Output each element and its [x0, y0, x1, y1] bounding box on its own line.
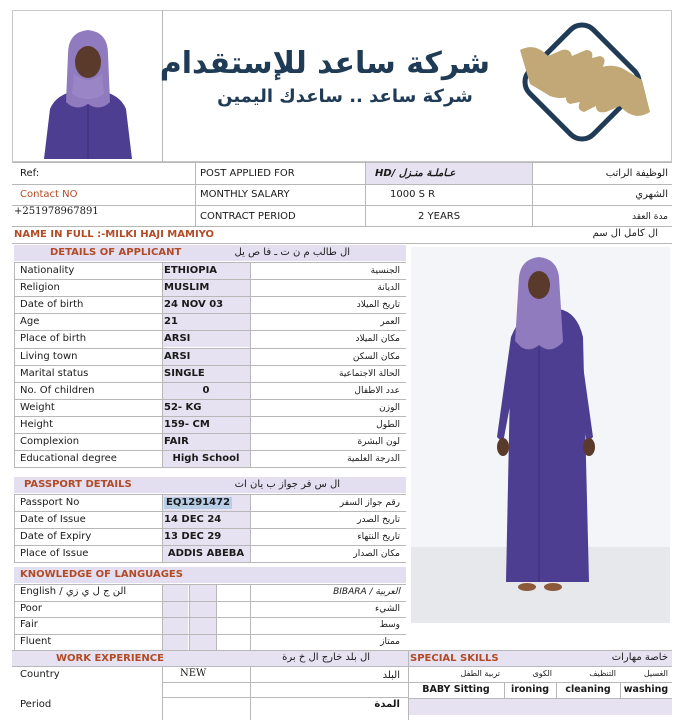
row-divider — [14, 562, 406, 563]
detail-label: Religion — [20, 282, 60, 294]
contract-value: 2 YEARS — [418, 211, 461, 222]
language-label-ar: وسط — [379, 620, 400, 630]
passport-label: Date of Issue — [20, 514, 86, 525]
row-divider — [408, 682, 672, 683]
col-divider — [620, 682, 621, 698]
detail-label-ar: الطول — [376, 419, 400, 430]
contact-value: +251978967891 — [14, 206, 99, 217]
col-divider — [250, 262, 251, 467]
languages-title: KNOWLEDGE OF LANGUAGES — [20, 569, 183, 580]
col-divider — [556, 682, 557, 698]
contract-label-ar: مدة العقد — [632, 212, 668, 222]
passport-label-ar: رقم جواز السفر — [339, 498, 400, 508]
detail-value: SINGLE — [164, 367, 205, 379]
country-value: NEW — [180, 668, 207, 679]
passport-label-ar: تاريخ الصدر — [357, 515, 400, 525]
skills-title-ar: خاصة مهارات — [611, 652, 668, 663]
detail-value: 21 — [164, 316, 178, 328]
salary-label-ar: الشهري — [635, 189, 668, 200]
company-name: شركة ساعد للإستقدام — [159, 46, 490, 81]
skill-label: ironing — [510, 684, 550, 695]
passport-label-ar: تاريخ النتهاء — [357, 532, 400, 542]
detail-label-ar: مكان السكن — [352, 351, 400, 362]
languages-section-title — [14, 567, 406, 583]
skill-label: washing — [623, 684, 669, 695]
detail-label: Complexion — [20, 436, 80, 447]
passport-title: PASSPORT DETAILS — [24, 479, 132, 490]
language-label: English / الن ج ل ي زي — [20, 586, 127, 597]
skill-label-ar: الغسيل — [643, 669, 668, 678]
language-label-ar: العربية / BIBARA — [333, 587, 400, 597]
level-cell — [162, 602, 188, 618]
col-divider — [162, 584, 163, 650]
full-name-ar: ال كامل ال سم — [592, 228, 658, 239]
period-label-ar: المدة — [374, 699, 400, 710]
ref-label: Ref: — [20, 168, 40, 179]
detail-value: 0 — [202, 384, 210, 396]
col-divider — [162, 494, 163, 562]
full-name: NAME IN FULL :-MILKI HAJI MAMIYO — [14, 229, 215, 240]
language-label-ar: الشيء — [374, 603, 400, 614]
col-divider — [216, 584, 217, 650]
level-cell — [190, 585, 216, 601]
salary-value: 1000 S R — [390, 189, 436, 200]
work-title: WORK EXPERIENCE — [56, 653, 164, 664]
applicant-photo-small — [16, 14, 159, 159]
level-cell — [190, 618, 216, 634]
skill-label: BABY Sitting — [422, 684, 490, 695]
row-divider — [14, 467, 406, 468]
post-value: HD/ عـاملـة منـزل — [375, 168, 456, 179]
detail-label-ar: الوزن — [379, 402, 400, 413]
detail-label: Nationality — [20, 265, 75, 276]
detail-label: No. Of children — [20, 384, 95, 396]
passport-label: Place of Issue — [20, 548, 89, 559]
detail-label-ar: الجنسية — [370, 266, 400, 276]
language-label-ar: ممتاز — [380, 636, 400, 647]
detail-value: ARSI — [164, 333, 191, 345]
col-divider — [14, 262, 15, 467]
detail-label: Educational degree — [20, 453, 117, 465]
contract-label: CONTRACT PERIOD — [200, 211, 296, 222]
detail-label-ar: العمر — [380, 317, 400, 328]
detail-value: High School — [172, 453, 240, 465]
detail-value: 159- CM — [164, 418, 210, 430]
language-label: Poor — [20, 602, 43, 614]
detail-label: Place of birth — [20, 333, 87, 345]
skill-check-row — [409, 699, 672, 715]
detail-label: Height — [20, 418, 54, 430]
passport-label: Passport No — [20, 497, 80, 508]
detail-label-ar: لون البشرة — [357, 437, 400, 447]
language-label: Fair — [20, 619, 38, 630]
col-divider — [250, 584, 251, 650]
detail-value: MUSLIM — [164, 282, 210, 294]
col-divider — [189, 584, 190, 650]
detail-label: Date of birth — [20, 299, 84, 311]
language-label: Fluent — [20, 635, 52, 647]
passport-label: Date of Expiry — [20, 531, 92, 542]
passport-label-ar: مكان الصدار — [353, 549, 400, 559]
passport-title-ar: ال س فر جواز ب يان ات — [234, 479, 340, 490]
level-cell — [190, 635, 216, 651]
passport-value: 14 DEC 24 — [164, 514, 222, 525]
detail-label: Living town — [20, 350, 78, 362]
skill-label: cleaning — [565, 684, 611, 695]
country-label: Country — [20, 669, 60, 680]
detail-label: Age — [20, 316, 40, 328]
skill-label-ar: التنظيف — [589, 669, 616, 678]
level-cell — [190, 602, 216, 618]
company-slogan: شركة ساعد .. ساعدك اليمين — [217, 86, 473, 107]
applicant-photo-full — [411, 247, 670, 623]
contact-label: Contact NO — [20, 189, 78, 200]
header-divider — [162, 10, 163, 162]
post-label-ar: الوظيفة الراتب — [605, 168, 668, 179]
detail-value: FAIR — [164, 436, 189, 447]
applicant-title-ar: ال طالب م ن ت ـ فا ص يل — [234, 247, 350, 258]
level-cell — [162, 618, 188, 634]
detail-label-ar: الديانة — [377, 283, 400, 294]
level-cell — [162, 585, 188, 601]
passport-value: 13 DEC 29 — [164, 531, 222, 542]
salary-label: MONTHLY SALARY — [200, 189, 290, 200]
col-divider — [14, 584, 15, 650]
detail-label: Marital status — [20, 367, 89, 379]
country-label-ar: البلد — [382, 670, 400, 681]
detail-label: Weight — [20, 401, 55, 413]
detail-value: ETHIOPIA — [164, 265, 218, 276]
detail-label-ar: عدد الاطفال — [354, 385, 400, 396]
level-cell — [162, 635, 188, 651]
detail-label-ar: تاريخ الميلاد — [356, 300, 400, 311]
detail-value: 52- KG — [164, 401, 202, 413]
detail-label-ar: مكان الميلاد — [355, 334, 400, 345]
passport-value: ADDIS ABEBA — [167, 548, 245, 559]
skills-title: SPECIAL SKILLS — [410, 653, 499, 664]
work-title-ar: ال بلد خارج ال خ برة — [282, 652, 370, 663]
detail-value: 24 NOV 03 — [164, 299, 224, 311]
skill-label-ar: الكوى — [532, 669, 552, 678]
detail-value: ARSI — [164, 350, 191, 362]
hands-logo-icon — [500, 20, 670, 150]
post-label: POST APPLIED FOR — [200, 168, 295, 179]
detail-label-ar: الدرجة العلمية — [347, 454, 400, 465]
col-divider — [250, 494, 251, 562]
applicant-title: DETAILS OF APPLICANT — [50, 247, 182, 258]
period-label: Period — [20, 699, 52, 710]
passport-section-title — [14, 477, 406, 493]
col-divider — [162, 262, 163, 467]
detail-label-ar: الحالة الاجتماعية — [339, 368, 400, 379]
col-divider — [14, 494, 15, 562]
col-divider — [504, 682, 505, 698]
passport-value: EQ1291472 — [166, 497, 231, 508]
skill-label-ar: تربية الطفل — [460, 669, 500, 678]
